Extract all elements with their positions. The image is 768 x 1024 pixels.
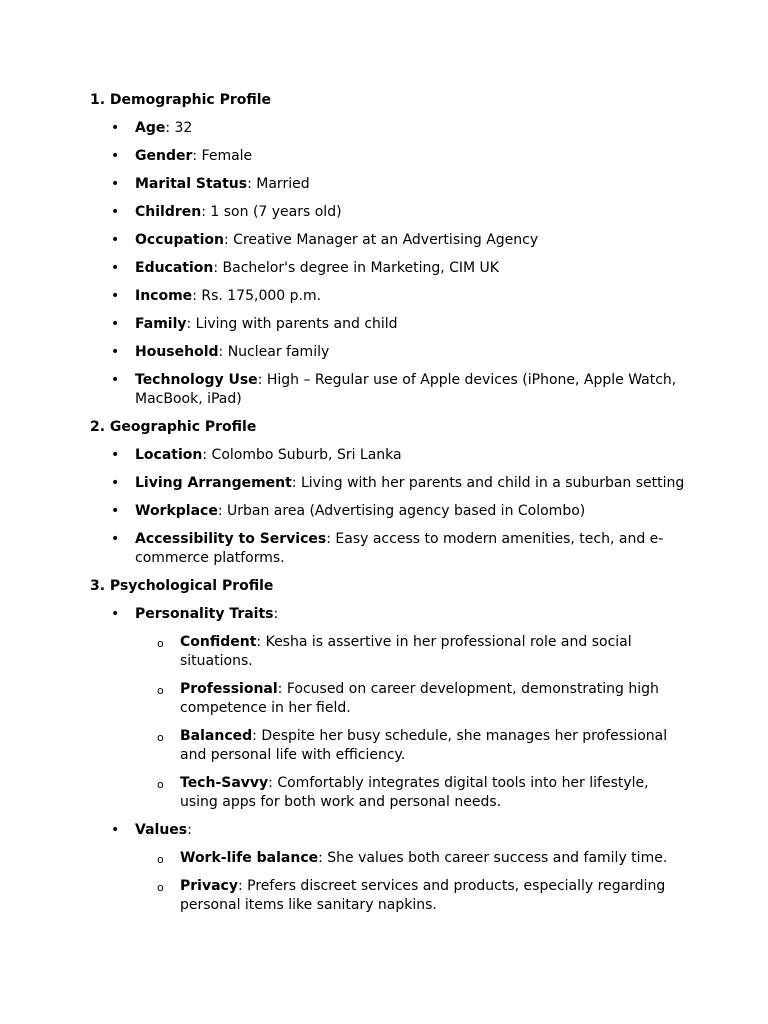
sub-item-text: : Kesha is assertive in her professional role and social situations. <box>180 634 632 669</box>
bullet-list <box>90 119 690 409</box>
item-term: Gender <box>135 148 193 164</box>
list-item <box>135 147 690 166</box>
list-item <box>135 119 690 138</box>
bullet-list <box>90 605 690 915</box>
list-item <box>135 343 690 362</box>
list-item <box>135 821 690 915</box>
item-text: : Creative Manager at an Advertising Agency <box>224 232 539 248</box>
sub-item-text: : Focused on career development, demonstrating high competence in her field. <box>180 681 659 716</box>
item-text: : High – Regular use of Apple devices (iPhone, Apple Watch, MacBook, iPad) <box>135 372 677 407</box>
item-term: Income <box>135 288 193 304</box>
sub-bullet-list <box>135 633 690 812</box>
sub-list-item <box>180 849 690 868</box>
sub-list-item <box>180 633 690 671</box>
sub-item-term: Confident <box>180 634 257 650</box>
list-item <box>135 446 690 465</box>
item-text: : Easy access to modern amenities, tech, and e-commerce platforms. <box>135 531 664 566</box>
list-item <box>135 175 690 194</box>
sub-item-term: Balanced <box>180 728 253 744</box>
item-term: Children <box>135 204 202 220</box>
section-title: 1. Demographic Profile <box>90 92 272 108</box>
item-term: Age <box>135 120 166 136</box>
list-item <box>135 203 690 222</box>
list-item <box>135 371 690 409</box>
sub-item-term: Professional <box>180 681 278 697</box>
item-term: Household <box>135 344 219 360</box>
sub-item-term: Tech-Savvy <box>180 775 269 791</box>
sub-list-item <box>180 727 690 765</box>
list-item <box>135 231 690 250</box>
sub-item-text: : Prefers discreet services and products, especially regarding personal items like sanitary napkins. <box>180 878 666 913</box>
item-term: Workplace <box>135 503 218 519</box>
list-item <box>135 259 690 278</box>
item-term: Occupation <box>135 232 225 248</box>
bullet-list <box>90 446 690 568</box>
section <box>90 577 690 915</box>
section-title: 3. Psychological Profile <box>90 578 274 594</box>
item-text: : 1 son (7 years old) <box>201 204 342 220</box>
sub-item-term: Work-life balance <box>180 850 319 866</box>
sub-item-text: : Despite her busy schedule, she manages her professional and personal life with efficiency. <box>180 728 668 763</box>
item-term: Location <box>135 447 203 463</box>
item-term: Values <box>135 822 188 838</box>
item-text: : Bachelor's degree in Marketing, CIM UK <box>213 260 499 276</box>
item-text: : 32 <box>165 120 193 136</box>
section <box>90 91 690 409</box>
item-term: Family <box>135 316 187 332</box>
sub-item-text: : She values both career success and family time. <box>318 850 668 866</box>
list-item <box>135 474 690 493</box>
item-text: : Living with parents and child <box>186 316 398 332</box>
sub-item-term: Privacy <box>180 878 238 894</box>
sub-list-item <box>180 680 690 718</box>
item-text: : Colombo Suburb, Sri Lanka <box>202 447 402 463</box>
item-term: Technology Use <box>135 372 258 388</box>
item-term: Accessibility to Services <box>135 531 327 547</box>
sub-bullet-list <box>135 849 690 915</box>
item-text: : Rs. 175,000 p.m. <box>192 288 322 304</box>
document-body <box>90 91 690 924</box>
sub-item-text: : Comfortably integrates digital tools into her lifestyle, using apps for both work and personal needs. <box>180 775 649 810</box>
item-text: : <box>273 606 279 622</box>
item-text: : Married <box>247 176 310 192</box>
list-item <box>135 502 690 521</box>
list-item <box>135 287 690 306</box>
list-item <box>135 315 690 334</box>
item-text: : Living with her parents and child in a suburban setting <box>291 475 685 491</box>
item-term: Personality Traits <box>135 606 274 622</box>
item-text: : Urban area (Advertising agency based in Colombo) <box>217 503 586 519</box>
item-text: : Female <box>192 148 253 164</box>
item-term: Marital Status <box>135 176 248 192</box>
list-item <box>135 530 690 568</box>
section-title: 2. Geographic Profile <box>90 419 257 435</box>
item-text: : Nuclear family <box>218 344 330 360</box>
item-text: : <box>187 822 192 838</box>
list-item <box>135 605 690 812</box>
item-term: Living Arrangement <box>135 475 292 491</box>
section <box>90 418 690 568</box>
sub-list-item <box>180 774 690 812</box>
item-term: Education <box>135 260 214 276</box>
sub-list-item <box>180 877 690 915</box>
